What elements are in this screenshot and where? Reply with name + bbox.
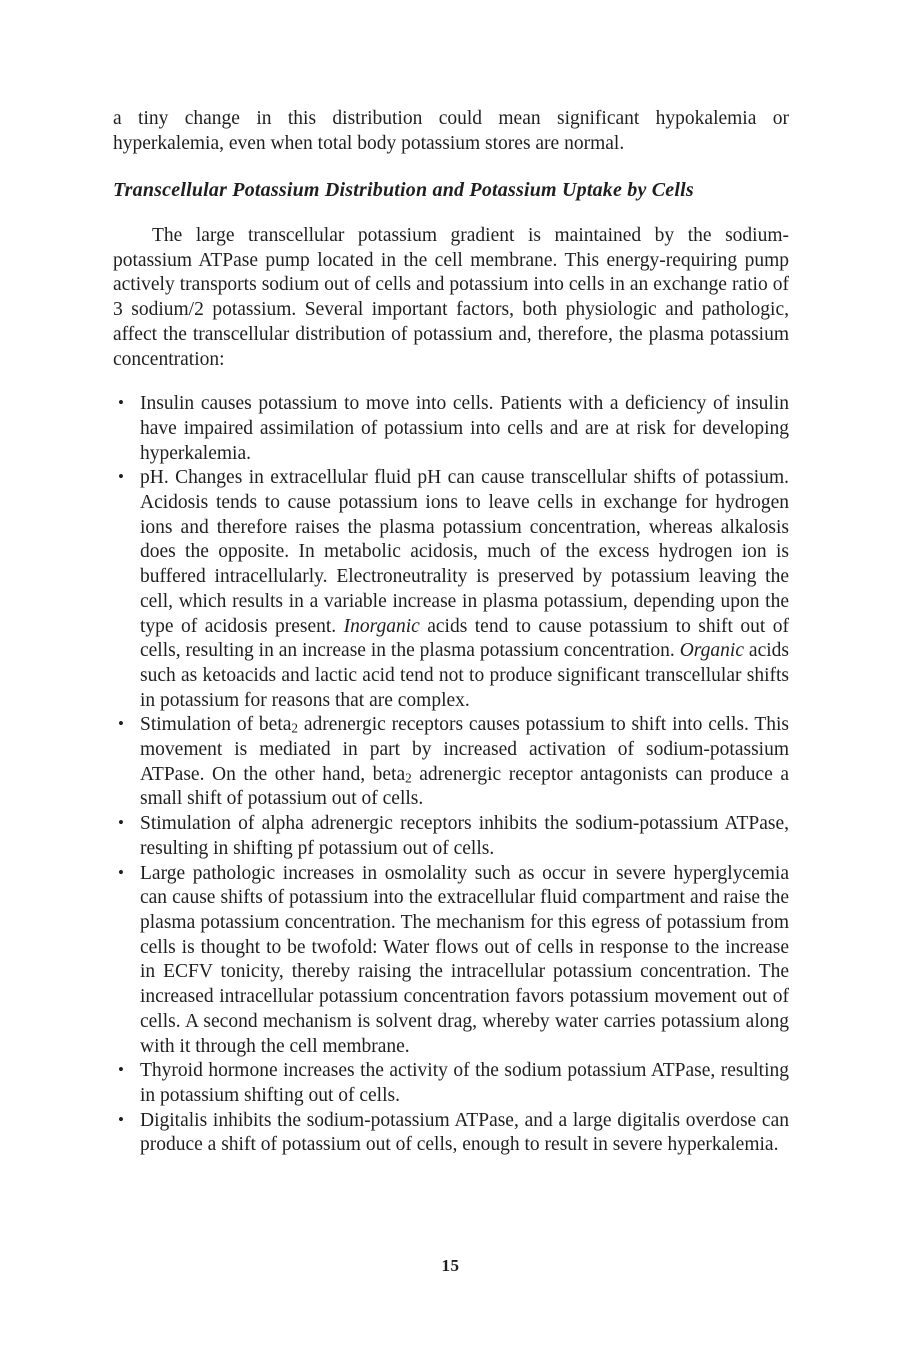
bullet-icon: • bbox=[118, 393, 124, 413]
bullet-list bbox=[113, 392, 789, 1158]
bullet-icon: • bbox=[118, 862, 124, 882]
bullet-text: Large pathologic increases in osmolality such as occur in severe hyperglycemia can cause shifts of potassium into the extracellular fluid compartment and raise the plasma potassium concentration. The mechanism for this egress of potassium from cells is thought to be twofold: Water flows out of cells in response to the increase in ECFV tonicity, thereby raising the intracellular potassium concentration. The increased intracellular potassium concentration favors potassium movement out of cells. A second mechanism is solvent drag, whereby water carries potassium along with it through the cell membrane. bbox=[140, 862, 789, 1057]
bullet-icon: • bbox=[118, 1109, 124, 1129]
bullet-item bbox=[113, 713, 789, 812]
bullet-text: pH. Changes in extracellular fluid pH can cause transcellular shifts of potassium. Acidosis tends to cause potassium ions to leave cells in exchange for hydrogen ions and therefore raises the plasma potassium concentration, whereas alkalosis does the opposite. In metabolic acidosis, much of the excess hydrogen ion is buffered intracellularly. Electroneutrality is preserved by potassium leaving the cell, which results in a variable increase in plasma potassium, depending upon the type of acidosis present. Inorganic acids tend to cause potassium to shift out of cells, resulting in an increase in the plasma potassium concentration. Organic acids such as ketoacids and lactic acid tend not to produce significant transcellular shifts in potassium for reasons that are complex. bbox=[140, 467, 789, 711]
page-number: 15 bbox=[441, 1256, 460, 1275]
bullet-text: Thyroid hormone increases the activity of the sodium potassium ATPase, resulting in potassium shifting out of cells. bbox=[140, 1060, 789, 1106]
bullet-item bbox=[113, 862, 789, 1060]
lead-paragraph: The large transcellular potassium gradient is maintained by the sodium-potassium ATPase pump located in the cell membrane. This energy-requiring pump actively transports sodium out of cells and potassium into cells in an exchange ratio of 3 sodium/2 potassium. Several important factors, both physiologic and pathologic, affect the transcellular distribution of potassium and, therefore, the plasma potassium concentration: bbox=[113, 225, 789, 370]
section-heading: Transcellular Potassium Distribution and Potassium Uptake by Cells bbox=[113, 179, 694, 201]
bullet-item bbox=[113, 812, 789, 861]
bullet-icon: • bbox=[118, 1060, 124, 1080]
bullet-icon: • bbox=[118, 813, 124, 833]
bullet-item bbox=[113, 1059, 789, 1108]
bullet-icon: • bbox=[118, 467, 124, 487]
bullet-text: Insulin causes potassium to move into cells. Patients with a deficiency of insulin have impaired assimilation of potassium into cells and are at risk for developing hyperkalemia. bbox=[140, 393, 789, 464]
bullet-text: Stimulation of beta$_2$ adrenergic receptors causes potassium to shift into cells. This movement is mediated in part by increased activation of sodium-potassium ATPase. On the other hand, beta$_2$ adrenergic receptor antagonists can produce a small shift of potassium out of cells. bbox=[140, 714, 789, 810]
bullet-item bbox=[113, 466, 789, 713]
intro-paragraph: a tiny change in this distribution could mean significant hypokalemia or hyperkalemia, even when total body potassium stores are normal. bbox=[113, 108, 789, 154]
bullet-text: Stimulation of alpha adrenergic receptors inhibits the sodium-potassium ATPase, resulting in shifting pf potassium out of cells. bbox=[140, 813, 789, 859]
bullet-item bbox=[113, 1109, 789, 1158]
bullet-icon: • bbox=[118, 714, 124, 734]
bullet-item bbox=[113, 392, 789, 466]
text-block bbox=[113, 106, 789, 1158]
bullet-text: Digitalis inhibits the sodium-potassium ATPase, and a large digitalis overdose can produce a shift of potassium out of cells, enough to result in severe hyperkalemia. bbox=[140, 1109, 789, 1156]
